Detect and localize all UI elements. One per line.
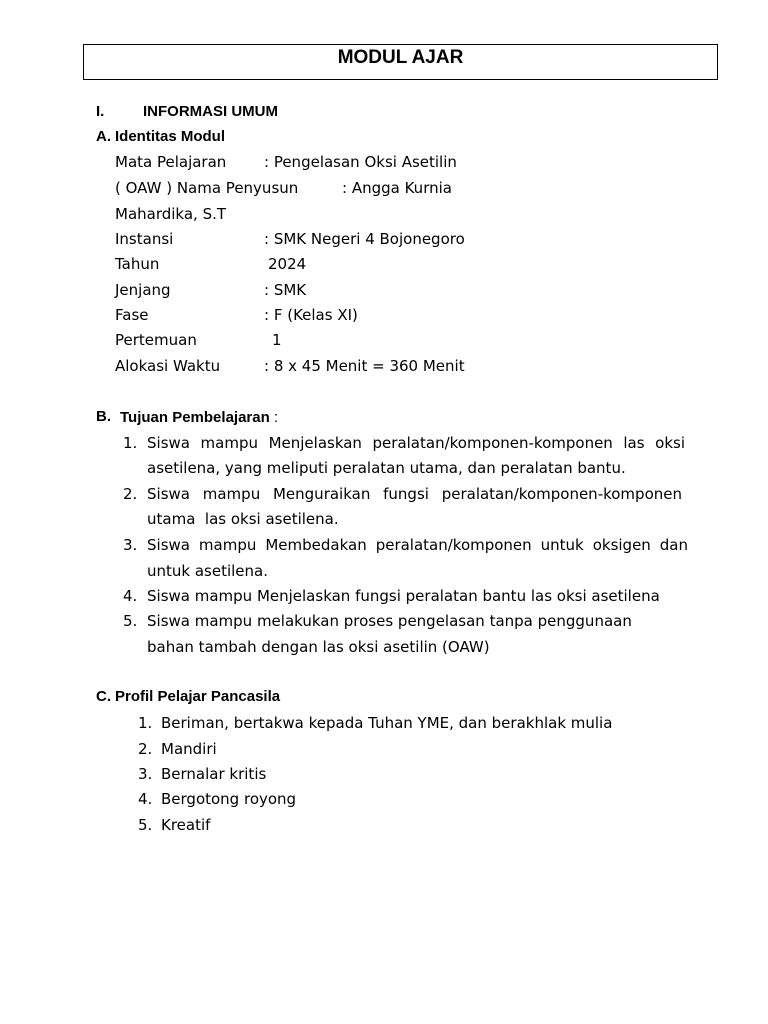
profil-heading: Profil Pelajar Pancasila <box>115 688 281 705</box>
list-item-text: Siswa mampu Menguraikan fungsi peralatan/komponen-komponen <box>147 485 682 503</box>
identitas-label: Tahun <box>115 255 160 273</box>
identitas-value: : SMK <box>264 281 307 299</box>
profil-letter: C. <box>96 688 111 705</box>
identitas-letter: A. <box>96 128 111 145</box>
list-item-text: Siswa mampu Membedakan peralatan/komponen untuk oksigen dan <box>147 536 688 554</box>
identitas-heading: Identitas Modul <box>115 128 225 145</box>
document-title: MODUL AJAR <box>337 47 464 68</box>
identitas-label: ( OAW ) Nama Penyusun <box>115 179 299 197</box>
list-item-number: 5. <box>123 612 138 630</box>
identitas-value: : F (Kelas XI) <box>264 306 358 324</box>
section-numeral: I. <box>96 103 105 120</box>
identitas-label: Pertemuan <box>115 331 197 349</box>
list-item-text: untuk asetilena. <box>147 562 269 580</box>
identitas-value: 1 <box>272 331 282 349</box>
list-item-number: 2. <box>138 740 153 758</box>
identitas-label: Instansi <box>115 230 174 248</box>
identitas-label: Mata Pelajaran <box>115 153 227 171</box>
list-item-number: 3. <box>123 536 138 554</box>
list-item-text: Bernalar kritis <box>161 765 267 783</box>
list-item-text: Siswa mampu Menjelaskan peralatan/komponen-komponen las oksi <box>147 434 685 452</box>
list-item-text: asetilena, yang meliputi peralatan utama, dan peralatan bantu. <box>147 459 626 477</box>
list-item-number: 3. <box>138 765 153 783</box>
list-item-number: 1. <box>138 714 153 732</box>
list-item-text: Siswa mampu melakukan proses pengelasan tanpa penggunaan <box>147 612 632 630</box>
list-item-text: utama las oksi asetilena. <box>147 510 339 528</box>
section-heading: INFORMASI UMUM <box>143 103 278 120</box>
tujuan-heading-suffix: : <box>269 409 279 426</box>
title-box <box>83 44 718 80</box>
list-item-number: 2. <box>123 485 138 503</box>
tujuan-heading-line <box>120 408 278 426</box>
list-item-number: 4. <box>123 587 138 605</box>
identitas-value: : 8 x 45 Menit = 360 Menit <box>264 357 465 375</box>
list-item-number: 1. <box>123 434 138 452</box>
identitas-value: : SMK Negeri 4 Bojonegoro <box>264 230 465 248</box>
list-item-number: 5. <box>138 816 153 834</box>
identitas-label: Mahardika, S.T <box>115 205 227 223</box>
identitas-value: : Pengelasan Oksi Asetilin <box>264 153 457 171</box>
identitas-label: Jenjang <box>115 281 171 299</box>
identitas-label: Alokasi Waktu <box>115 357 221 375</box>
list-item-text: Kreatif <box>161 816 211 834</box>
tujuan-heading: Tujuan Pembelajaran <box>120 409 270 426</box>
tujuan-letter: B. <box>96 408 111 425</box>
list-item-text: Mandiri <box>161 740 217 758</box>
identitas-value: 2024 <box>268 255 307 273</box>
identitas-label: Fase <box>115 306 149 324</box>
identitas-value: : Angga Kurnia <box>342 179 452 197</box>
list-item-number: 4. <box>138 790 153 808</box>
list-item-text: Siswa mampu Menjelaskan fungsi peralatan bantu las oksi asetilena <box>147 587 660 605</box>
list-item-text: Bergotong royong <box>161 790 297 808</box>
list-item-text: bahan tambah dengan las oksi asetilin (OAW) <box>147 638 490 656</box>
list-item-text: Beriman, bertakwa kepada Tuhan YME, dan berakhlak mulia <box>161 714 613 732</box>
